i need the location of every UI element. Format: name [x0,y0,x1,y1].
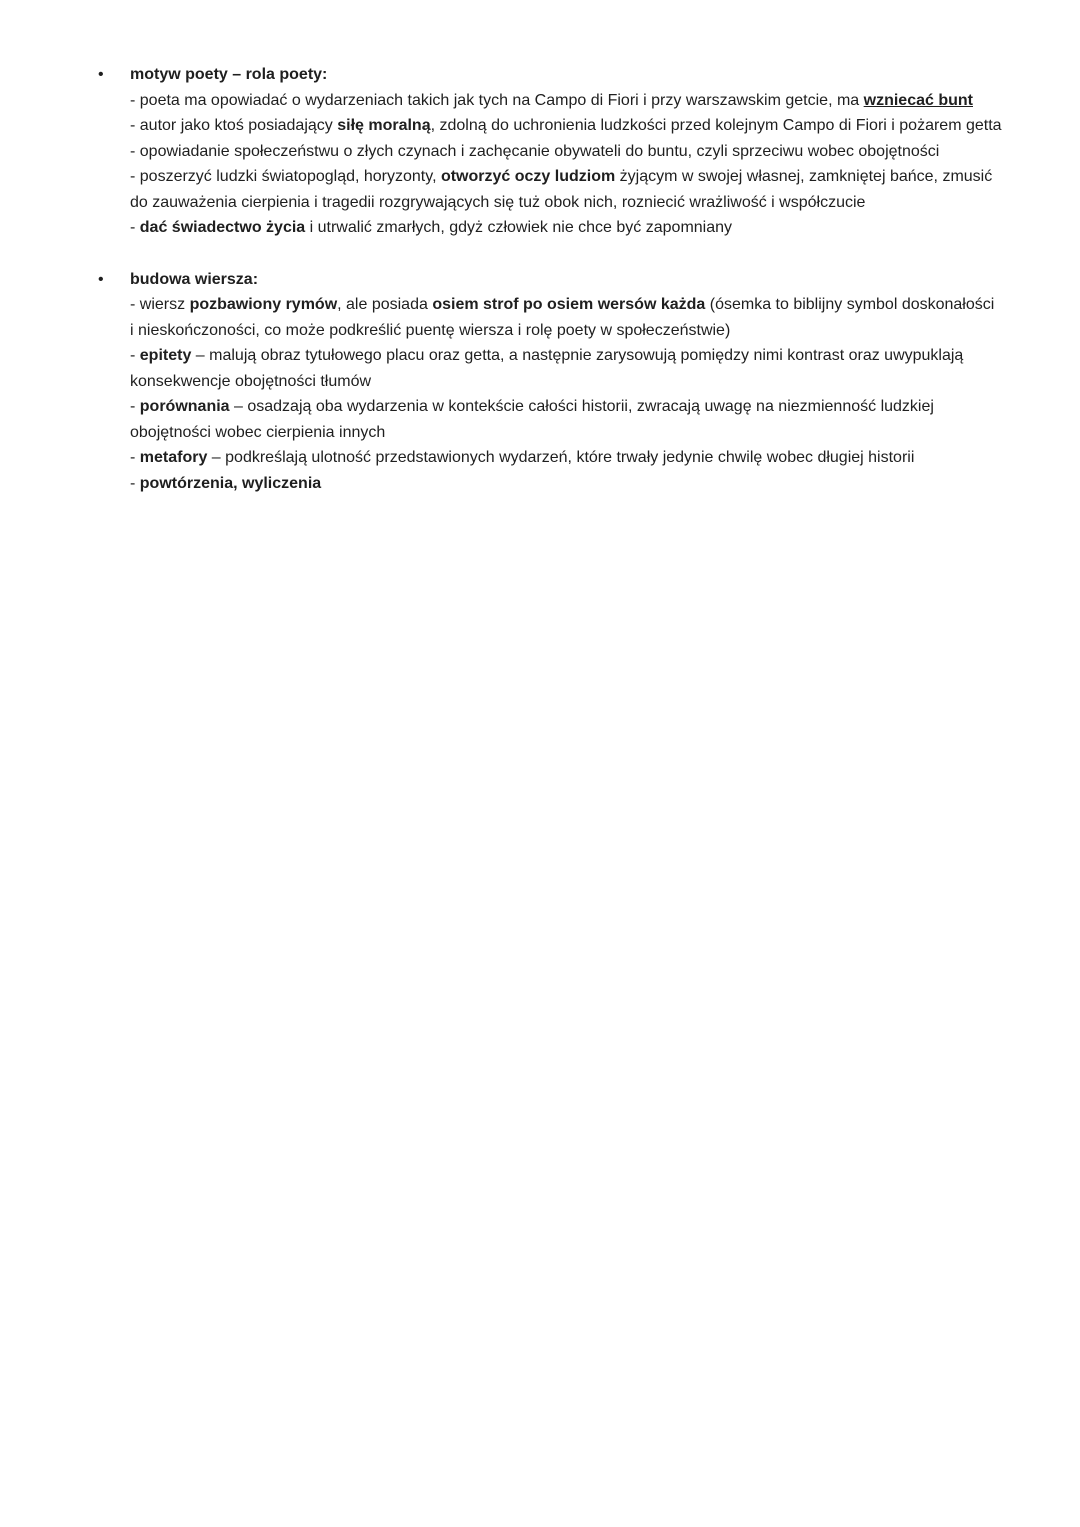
text-segment: otworzyć oczy ludziom [440,168,616,185]
text-segment: powtórzenia, wyliczenia [139,474,322,492]
text-segment: (ósemka to biblijny symbol doskonałości i nieskończoności, co może podkreślić puentę wiersza i rolę poety w społeczeństwie) [130,296,995,339]
section-heading: budowa wiersza: [130,270,259,288]
bullet-line [130,164,1002,215]
bullet-line [130,394,1002,445]
text-segment: - wiersz [130,296,190,313]
text-segment: - opowiadanie społeczeństwu o złych czynach i zachęcanie obywateli do buntu, czyli sprzeciwu wobec obojętności [130,142,940,160]
text-segment: - poszerzyć ludzki światopogląd, horyzonty, [130,168,441,185]
text-segment: – osadzają oba wydarzenia w kontekście całości historii, zwracają uwagę na niezmienność ludzkiej obojętności wobec cierpienia innych [130,398,934,441]
text-segment: - autor jako ktoś posiadający [130,117,338,134]
text-segment: dać świadectwo życia [139,219,306,236]
bullet-section-budowa-wiersza [98,267,1002,497]
text-segment: siłę moralną [337,117,431,134]
section-heading: motyw poety – rola poety: [130,66,328,83]
bullet-content [130,62,1002,241]
bullet-line [130,343,1002,394]
bullet-line [130,215,1002,241]
text-segment: - [130,474,140,492]
text-segment: wzniecać bunt [863,91,973,109]
text-segment: - [130,449,140,466]
text-segment: , zdolną do uchronienia ludzkości przed kolejnym Campo di Fiori i pożarem getta [430,117,1002,134]
text-segment: metafory [139,449,208,466]
text-segment: - [130,347,140,364]
bullet-line [130,471,1002,497]
text-segment: – podkreślają ulotność przedstawionych wydarzeń, które trwały jedynie chwilę wobec długiej historii [207,449,915,466]
text-segment: osiem strof po osiem wersów każda [432,296,706,313]
text-segment: porównania [139,398,230,415]
text-segment: żyjącym w swojej własnej, zamkniętej bańce, zmusić do zauważenia cierpienia i tragedii rozgrywających się tuż obok nich, rozniecić wrażliwość i współczucie [130,168,993,211]
bullet-line [130,113,1002,139]
bullet-section-motyw-poety [98,62,1002,241]
bullet-line [130,139,1002,165]
text-segment: – malują obraz tytułowego placu oraz getta, a następnie zarysowują pomiędzy nimi kontrast oraz uwypuklają konsekwencje obojętności tłumów [130,347,964,390]
bullet-content [130,267,1002,497]
bullet-line [130,445,1002,471]
bullet-line [130,292,1002,343]
text-segment: - [130,398,140,415]
text-segment: - poeta ma opowiadać o wydarzeniach takich jak tych na Campo di Fiori i przy warszawskim getcie, ma [130,91,864,109]
text-segment: - [130,219,140,236]
text-segment: , ale posiada [337,296,433,313]
text-segment: i utrwalić zmarłych, gdyż człowiek nie chce być zapomniany [305,219,733,236]
text-segment: pozbawiony rymów [189,296,338,313]
bullet-icon: • [98,66,104,83]
text-segment: epitety [139,347,192,364]
bullet-line [130,88,1002,114]
bullet-icon: • [98,270,104,288]
